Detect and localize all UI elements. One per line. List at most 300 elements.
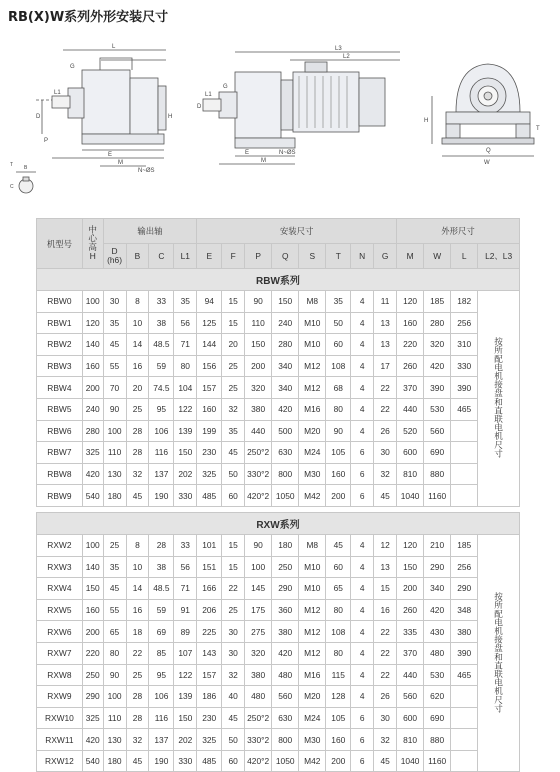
table-cell: 33	[149, 291, 174, 313]
table-cell: 101	[197, 534, 222, 556]
table-cell: 330	[174, 485, 197, 507]
table-cell: 465	[451, 398, 478, 420]
table-cell: 59	[149, 355, 174, 377]
table-cell	[451, 750, 478, 772]
table-cell: 22	[222, 578, 245, 600]
table-cell: 420°2	[245, 750, 272, 772]
table-cell: 430	[424, 621, 451, 643]
model-cell: RBW0	[37, 291, 83, 313]
table-cell: 540	[82, 750, 103, 772]
table-cell: 200	[82, 621, 103, 643]
table-cell: 10	[126, 312, 149, 334]
table-cell: 275	[245, 621, 272, 643]
table-cell: 15	[222, 556, 245, 578]
table-cell: 38	[149, 556, 174, 578]
table-cell: 190	[149, 485, 174, 507]
table-cell: 150	[397, 556, 424, 578]
model-cell: RXW4	[37, 578, 83, 600]
table-cell: 16	[126, 599, 149, 621]
header-e: E	[197, 244, 222, 269]
table-cell: 38	[149, 312, 174, 334]
table-cell: 420	[424, 599, 451, 621]
table-cell: 15	[374, 578, 397, 600]
table-cell: 500	[272, 420, 299, 442]
table-cell: 80	[103, 642, 126, 664]
table-cell: 50	[326, 312, 351, 334]
table-cell: 115	[326, 664, 351, 686]
table-cell: 199	[197, 420, 222, 442]
table-cell: 180	[103, 750, 126, 772]
table-cell: 320	[245, 377, 272, 399]
model-cell: RXW8	[37, 664, 83, 686]
table-cell: 28	[126, 686, 149, 708]
table-cell: 20	[222, 334, 245, 356]
header-model: 机型号	[37, 219, 83, 269]
motor-label-d: D	[197, 104, 202, 110]
table-cell: 95	[149, 664, 174, 686]
table-cell: 1050	[272, 750, 299, 772]
motor-label-nos: N~ØS	[279, 150, 296, 156]
table-cell: 45	[126, 750, 149, 772]
table-cell: 60	[326, 556, 351, 578]
table-cell: 90	[103, 398, 126, 420]
table-cell: 330°2	[245, 729, 272, 751]
table-cell	[451, 686, 478, 708]
table-cell: 420	[272, 398, 299, 420]
table-row	[37, 621, 520, 643]
table-cell: 56	[174, 312, 197, 334]
table-cell: 185	[424, 291, 451, 313]
model-cell: RBW3	[37, 355, 83, 377]
table-cell: 107	[174, 642, 197, 664]
table-cell: 105	[326, 442, 351, 464]
table-cell: M12	[299, 642, 326, 664]
table-cell: 85	[149, 642, 174, 664]
table-cell: 35	[174, 291, 197, 313]
table-cell: 150	[82, 578, 103, 600]
table-cell: 348	[451, 599, 478, 621]
table-row	[37, 398, 520, 420]
table-cell: M30	[299, 729, 326, 751]
table-row	[37, 355, 520, 377]
table-cell: 116	[149, 707, 174, 729]
table-cell: 4	[351, 642, 374, 664]
model-cell: RXW2	[37, 534, 83, 556]
table-cell: 45	[103, 578, 126, 600]
table-cell: 106	[149, 686, 174, 708]
table-cell: 45	[374, 485, 397, 507]
table-cell: M10	[299, 578, 326, 600]
table-cell: 11	[374, 291, 397, 313]
motor-note-cell	[478, 534, 520, 772]
table-cell: 175	[245, 599, 272, 621]
table-cell: 335	[397, 621, 424, 643]
table-cell: M42	[299, 485, 326, 507]
table-cell: 180	[272, 534, 299, 556]
table-cell: 690	[424, 707, 451, 729]
table-cell: 116	[149, 442, 174, 464]
table-cell: 185	[451, 534, 478, 556]
table-cell: 4	[351, 398, 374, 420]
table-cell: 139	[174, 420, 197, 442]
table-cell: 80	[326, 642, 351, 664]
table-cell: 10	[126, 556, 149, 578]
table-cell: 240	[82, 398, 103, 420]
table-cell: 480	[245, 686, 272, 708]
table-row	[37, 312, 520, 334]
table-cell: 150	[174, 442, 197, 464]
table-cell: 40	[222, 686, 245, 708]
table-cell: 340	[424, 578, 451, 600]
header-p: P	[245, 244, 272, 269]
header-b: B	[126, 244, 149, 269]
table-cell: 100	[82, 291, 103, 313]
table-cell: 45	[103, 334, 126, 356]
model-cell: RBW5	[37, 398, 83, 420]
header-f: F	[222, 244, 245, 269]
table-row	[37, 686, 520, 708]
table-cell: 4	[351, 621, 374, 643]
table-cell: 220	[397, 334, 424, 356]
table-cell: 110	[245, 312, 272, 334]
table-cell: 330°2	[245, 463, 272, 485]
table-cell: 800	[272, 729, 299, 751]
table-cell: 290	[272, 578, 299, 600]
motor-label-e: E	[245, 150, 250, 156]
table-cell: 26	[374, 686, 397, 708]
table-cell: 280	[272, 334, 299, 356]
header-install-dims: 安装尺寸	[197, 219, 397, 244]
table-cell: 310	[451, 334, 478, 356]
table-cell: 120	[397, 291, 424, 313]
table-cell: 22	[374, 642, 397, 664]
table-cell: 180	[103, 485, 126, 507]
table-cell: 325	[197, 463, 222, 485]
table-cell: 16	[126, 355, 149, 377]
table-cell: 74.5	[149, 377, 174, 399]
header-l1: L1	[174, 244, 197, 269]
header-m: M	[397, 244, 424, 269]
table-cell: 108	[326, 355, 351, 377]
table-cell: 60	[222, 750, 245, 772]
table-cell: 122	[174, 664, 197, 686]
header-d: D (h6)	[103, 244, 126, 269]
table-cell: M16	[299, 398, 326, 420]
table-cell: 190	[149, 750, 174, 772]
table-cell: 45	[374, 750, 397, 772]
header-outline-dims: 外形尺寸	[397, 219, 520, 244]
table-cell: 340	[272, 377, 299, 399]
table-cell: 485	[197, 485, 222, 507]
table-cell: 520	[397, 420, 424, 442]
table-cell: 465	[451, 664, 478, 686]
table-cell: 325	[82, 442, 103, 464]
header-center-height: 中心高H	[82, 219, 103, 269]
section-header-row	[37, 269, 520, 291]
front-label-l: L	[112, 44, 116, 50]
table-cell: 125	[197, 312, 222, 334]
table-row	[37, 334, 520, 356]
table-cell: 4	[351, 534, 374, 556]
table-cell: 25	[126, 664, 149, 686]
table-cell: 4	[351, 578, 374, 600]
table-cell: 530	[424, 398, 451, 420]
header-l2-l3: L2、L3	[478, 244, 520, 269]
table-cell: 55	[103, 599, 126, 621]
table-cell: 560	[272, 686, 299, 708]
table-cell: 28	[149, 534, 174, 556]
table-cell: 220	[82, 642, 103, 664]
table-cell: 13	[374, 334, 397, 356]
table-cell: 6	[351, 750, 374, 772]
table-cell: 440	[397, 398, 424, 420]
table-cell: 30	[374, 707, 397, 729]
table-cell: 480	[424, 642, 451, 664]
table-cell: 560	[397, 686, 424, 708]
table-cell: M8	[299, 534, 326, 556]
table-cell: 320	[424, 334, 451, 356]
table-cell: 68	[326, 377, 351, 399]
table-cell: 100	[245, 556, 272, 578]
header-output-shaft: 输出轴	[103, 219, 197, 244]
table-cell: 4	[351, 556, 374, 578]
table-cell: 600	[397, 707, 424, 729]
table-row	[37, 729, 520, 751]
table-row	[37, 377, 520, 399]
table-cell	[451, 442, 478, 464]
table-cell: 485	[197, 750, 222, 772]
table-cell: 48.5	[149, 578, 174, 600]
table-cell: 14	[126, 334, 149, 356]
table-cell: 340	[272, 355, 299, 377]
table-cell: 28	[126, 707, 149, 729]
table-cell: 480	[272, 664, 299, 686]
table-cell: 100	[103, 420, 126, 442]
table-cell: 150	[272, 291, 299, 313]
section-header-row	[37, 512, 520, 534]
table-row	[37, 556, 520, 578]
table-cell: 140	[82, 334, 103, 356]
table-cell: 13	[374, 556, 397, 578]
table-cell: 250°2	[245, 707, 272, 729]
table-cell: 100	[103, 686, 126, 708]
table-cell: 32	[126, 729, 149, 751]
table-cell: 256	[451, 556, 478, 578]
table-cell: 16	[374, 599, 397, 621]
table-row	[37, 750, 520, 772]
table-cell: 80	[326, 398, 351, 420]
table-cell: 17	[374, 355, 397, 377]
table-cell: M12	[299, 621, 326, 643]
table-cell: M12	[299, 377, 326, 399]
table-cell: 420°2	[245, 485, 272, 507]
section-title: RBW系列	[37, 269, 520, 291]
table-cell: 8	[126, 534, 149, 556]
table-cell: 630	[272, 707, 299, 729]
dimension-table	[36, 218, 520, 772]
motor-label-m: M	[261, 158, 266, 164]
table-cell: M24	[299, 442, 326, 464]
table-cell: 560	[424, 420, 451, 442]
key-label-b: B	[24, 165, 28, 171]
table-cell: 6	[351, 463, 374, 485]
table-cell: 200	[326, 485, 351, 507]
table-cell: 160	[82, 599, 103, 621]
table-cell: 390	[424, 377, 451, 399]
model-cell: RXW6	[37, 621, 83, 643]
table-cell: 69	[149, 621, 174, 643]
table-cell: 151	[197, 556, 222, 578]
table-cell: 18	[126, 621, 149, 643]
table-cell: 65	[326, 578, 351, 600]
table-cell: 250	[272, 556, 299, 578]
model-cell: RBW4	[37, 377, 83, 399]
table-cell: 290	[424, 556, 451, 578]
model-cell: RXW11	[37, 729, 83, 751]
table-row	[37, 642, 520, 664]
table-cell: 30	[103, 291, 126, 313]
motor-note: 按所配电机接盘和直联电机尺寸	[493, 337, 504, 458]
table-cell: 880	[424, 463, 451, 485]
table-cell: 25	[222, 599, 245, 621]
front-label-d: D	[36, 114, 41, 120]
table-cell: 420	[82, 729, 103, 751]
table-cell: 35	[103, 556, 126, 578]
table-cell: 48.5	[149, 334, 174, 356]
table-cell: 14	[126, 578, 149, 600]
table-cell: 4	[351, 355, 374, 377]
table-cell: 56	[174, 556, 197, 578]
model-cell: RXW9	[37, 686, 83, 708]
table-cell: 202	[174, 729, 197, 751]
table-cell: 32	[374, 463, 397, 485]
table-cell: 206	[197, 599, 222, 621]
table-cell: 22	[126, 642, 149, 664]
table-cell: 110	[103, 707, 126, 729]
table-cell: 91	[174, 599, 197, 621]
table-cell: 32	[222, 398, 245, 420]
table-cell: 6	[351, 485, 374, 507]
table-row	[37, 463, 520, 485]
front-label-g: G	[70, 64, 75, 70]
table-cell: 20	[126, 377, 149, 399]
header-g: G	[374, 244, 397, 269]
table-cell: 144	[197, 334, 222, 356]
table-cell: 130	[103, 463, 126, 485]
table-cell: 30	[222, 642, 245, 664]
model-cell: RBW6	[37, 420, 83, 442]
model-cell: RXW3	[37, 556, 83, 578]
table-cell: M16	[299, 664, 326, 686]
key-label-t: T	[10, 162, 14, 168]
header-c: C	[149, 244, 174, 269]
table-cell: 225	[197, 621, 222, 643]
table-cell: 380	[272, 621, 299, 643]
table-cell: 6	[351, 442, 374, 464]
table-cell: 90	[326, 420, 351, 442]
table-row	[37, 534, 520, 556]
table-cell: 256	[451, 312, 478, 334]
table-cell: 65	[103, 621, 126, 643]
table-cell: 70	[103, 377, 126, 399]
table-cell: 420	[272, 642, 299, 664]
table-cell: 4	[351, 420, 374, 442]
table-cell: 110	[103, 442, 126, 464]
table-row	[37, 599, 520, 621]
front-label-e: E	[108, 152, 113, 158]
table-cell: 800	[272, 463, 299, 485]
table-cell: 380	[245, 664, 272, 686]
table-cell	[451, 463, 478, 485]
table-cell: 157	[197, 664, 222, 686]
table-row	[37, 485, 520, 507]
section-title: RXW系列	[37, 512, 520, 534]
motor-label-l1: L1	[205, 92, 212, 98]
model-cell: RXW5	[37, 599, 83, 621]
table-cell: 157	[197, 377, 222, 399]
table-cell: 30	[374, 442, 397, 464]
table-cell: 420	[424, 355, 451, 377]
table-cell: 200	[82, 377, 103, 399]
table-cell: 160	[397, 312, 424, 334]
table-cell: M10	[299, 312, 326, 334]
table-cell: 60	[326, 334, 351, 356]
table-cell: 6	[351, 729, 374, 751]
table-cell: 440	[397, 664, 424, 686]
table-cell: 28	[126, 442, 149, 464]
table-cell	[451, 485, 478, 507]
header-t: T	[326, 244, 351, 269]
table-cell: 150	[245, 334, 272, 356]
table-cell: M30	[299, 463, 326, 485]
table-cell: 25	[222, 355, 245, 377]
motor-note: 按所配电机接盘和直联电机尺寸	[493, 592, 504, 713]
table-cell: 280	[82, 420, 103, 442]
table-cell: 380	[451, 621, 478, 643]
table-cell: M20	[299, 420, 326, 442]
front-label-h: H	[168, 114, 173, 120]
table-cell: 95	[149, 398, 174, 420]
table-cell: 420	[82, 463, 103, 485]
side-label-w: W	[484, 160, 490, 166]
table-cell: 210	[424, 534, 451, 556]
table-cell: 6	[351, 707, 374, 729]
table-cell: 530	[424, 664, 451, 686]
table-cell: 440	[245, 420, 272, 442]
model-cell: RXW10	[37, 707, 83, 729]
table-cell: 390	[451, 642, 478, 664]
table-cell: 200	[326, 750, 351, 772]
table-cell: 145	[245, 578, 272, 600]
table-row	[37, 420, 520, 442]
table-cell: M12	[299, 355, 326, 377]
table-cell: 12	[374, 534, 397, 556]
table-cell: 108	[326, 621, 351, 643]
header-l: L	[451, 244, 478, 269]
table-cell: 32	[126, 463, 149, 485]
table-cell: 280	[424, 312, 451, 334]
table-cell: 390	[451, 377, 478, 399]
table-cell: 30	[222, 621, 245, 643]
side-view-drawing	[420, 52, 540, 167]
table-cell: 139	[174, 686, 197, 708]
table-cell: 25	[222, 377, 245, 399]
side-label-q: Q	[486, 148, 491, 154]
table-cell: 156	[197, 355, 222, 377]
table-cell: 240	[272, 312, 299, 334]
table-cell: 71	[174, 334, 197, 356]
table-cell: 71	[174, 578, 197, 600]
